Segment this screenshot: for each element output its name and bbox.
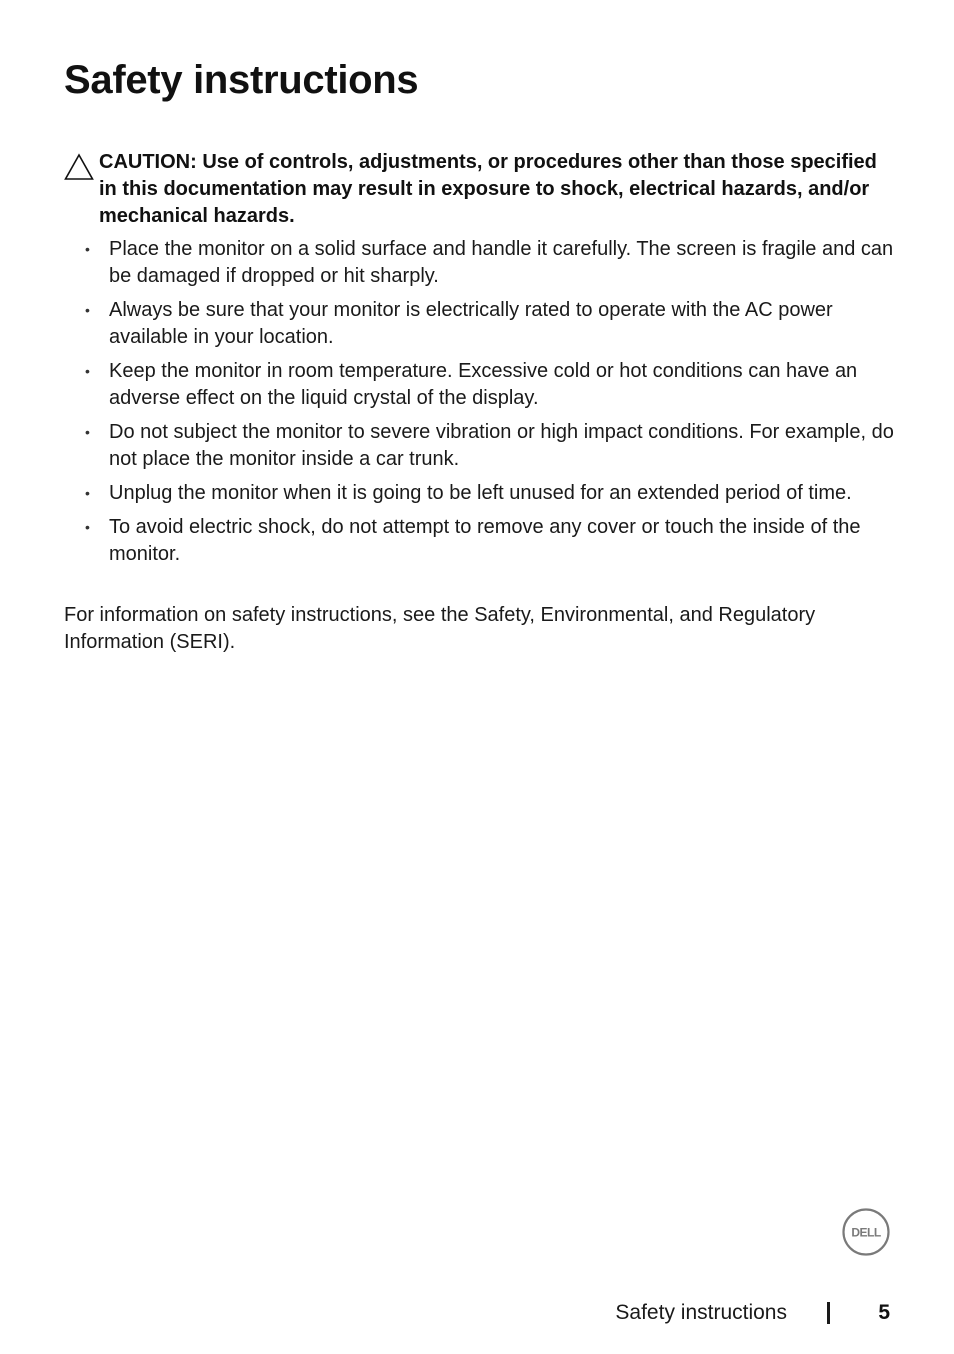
bullet-dot-icon: • [85, 424, 90, 440]
caution-text: CAUTION: Use of controls, adjustments, or procedures other than those specified in this documentation may result in exposure to shock, electrical hazards, and/or mechanical hazards. [99, 151, 877, 227]
safety-bullet-list [0, 236, 954, 575]
bullet-dot-icon: • [85, 519, 90, 535]
list-item [0, 236, 954, 290]
logo-text: DELL [851, 1225, 881, 1240]
list-item-text: Always be sure that your monitor is electrically rated to operate with the AC power available in your location. [109, 299, 833, 348]
bullet-dot-icon: • [85, 485, 90, 501]
footer-section-title: Safety instructions [615, 1301, 787, 1324]
list-item [0, 419, 954, 473]
list-item-text: Keep the monitor in room temperature. Excessive cold or hot conditions can have an adverse effect on the liquid crystal of the display. [109, 360, 858, 409]
list-item [0, 514, 954, 568]
page-title: Safety instructions [64, 58, 419, 102]
page-number: 5 [878, 1301, 890, 1324]
bullet-dot-icon: • [85, 241, 90, 257]
page-footer [0, 1298, 954, 1328]
list-item-text: Unplug the monitor when it is going to be left unused for an extended period of time. [109, 482, 852, 504]
list-item [0, 297, 954, 351]
footer-separator [827, 1302, 830, 1324]
dell-logo-icon [842, 1208, 890, 1256]
caution-notice [64, 149, 894, 230]
caution-triangle-icon [64, 153, 94, 181]
list-item-text: Place the monitor on a solid surface and handle it carefully. The screen is fragile and can be damaged if dropped or hit sharply. [109, 238, 894, 287]
list-item [0, 358, 954, 412]
list-item-text: Do not subject the monitor to severe vibration or high impact conditions. For example, do not place the monitor inside a car trunk. [109, 421, 894, 470]
bullet-dot-icon: • [85, 302, 90, 318]
list-item [0, 480, 954, 507]
seri-footnote: For information on safety instructions, see the Safety, Environmental, and Regulatory Information (SERI). [64, 604, 816, 653]
list-item-text: To avoid electric shock, do not attempt to remove any cover or touch the inside of the monitor. [109, 516, 861, 565]
bullet-dot-icon: • [85, 363, 90, 379]
